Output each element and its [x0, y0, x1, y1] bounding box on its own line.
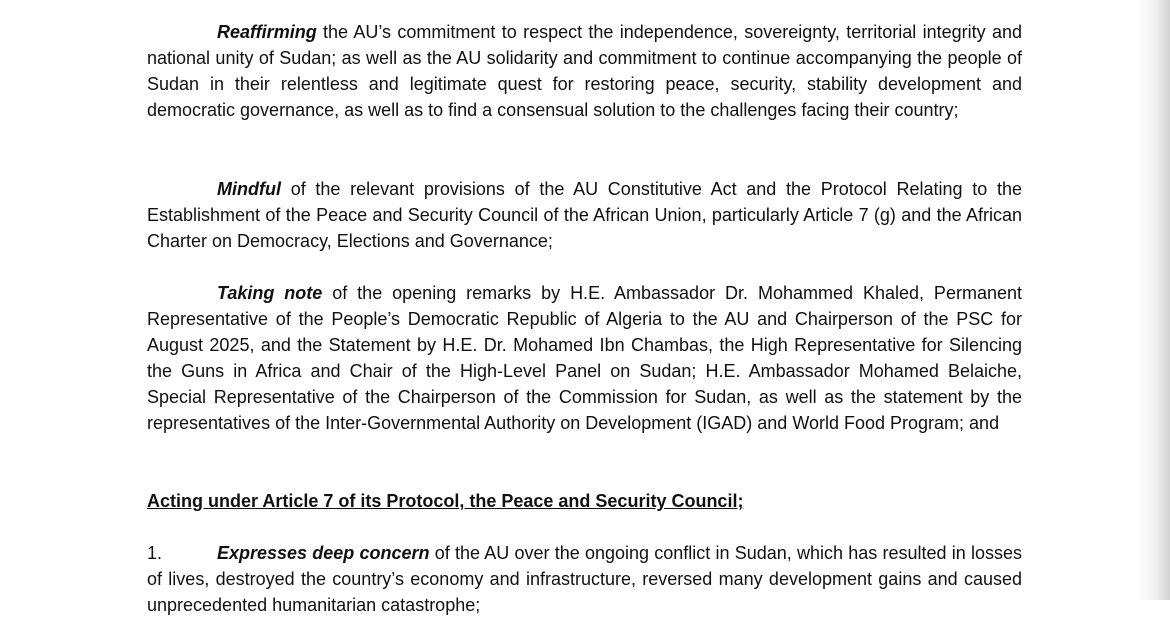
page-edge-shadow — [1136, 0, 1170, 600]
paragraph-text: of the AU over the ongoing conflict in Sudan, which has resulted in losses of lives, destroyed the country’s economy and infrastructure, reversed many development gains and caused unprecedented humanitarian catastrophe; — [147, 543, 1023, 615]
paragraph-text: the AU’s commitment to respect the independence, sovereignty, territorial integrity and national unity of Sudan; as well as the AU solidarity and commitment to continue accompanying the people of Sudan in their relentless and legitimate quest for restoring peace, security, stability development and democratic governance, as well as to find a consensual solution to the challenges facing their country; — [147, 22, 1022, 120]
numbered-paragraph-1 — [147, 540, 1022, 618]
paragraph-lead: Taking note — [217, 283, 323, 303]
paragraph-lead: Reaffirming — [217, 22, 317, 42]
paragraph-number: 1. — [147, 543, 163, 563]
paragraph-lead: Expresses deep concern — [217, 543, 430, 563]
paragraph-reaffirming — [147, 19, 1022, 123]
paragraph-lead: Mindful — [217, 179, 281, 199]
paragraph-mindful — [147, 176, 1022, 254]
paragraph-taking-note — [147, 280, 1022, 436]
section-heading: Acting under Article 7 of its Protocol, the Peace and Security Council; — [147, 491, 744, 511]
paragraph-text: of the opening remarks by H.E. Ambassador Dr. Mohammed Khaled, Permanent Representative of the People’s Democratic Republic of Algeria to the AU and Chairperson of the PSC for August 2025, and the Statement by H.E. Dr. Mohamed Ibn Chambas, the High Representative for Silencing the Guns in Africa and Chair of the High-Level Panel on Sudan; H.E. Ambassador Mohamed Belaiche, Special Representative of the Chairperson of the Commission for Sudan, as well as the statement by the representatives of the Inter-Governmental Authority on Development (IGAD) and World Food Program; and — [147, 283, 1022, 433]
paragraph-text: of the relevant provisions of the AU Constitutive Act and the Protocol Relating to the Establishment of the Peace and Security Council of the African Union, particularly Article 7 (g) and the African Charter on Democracy, Elections and Governance; — [147, 179, 1022, 251]
